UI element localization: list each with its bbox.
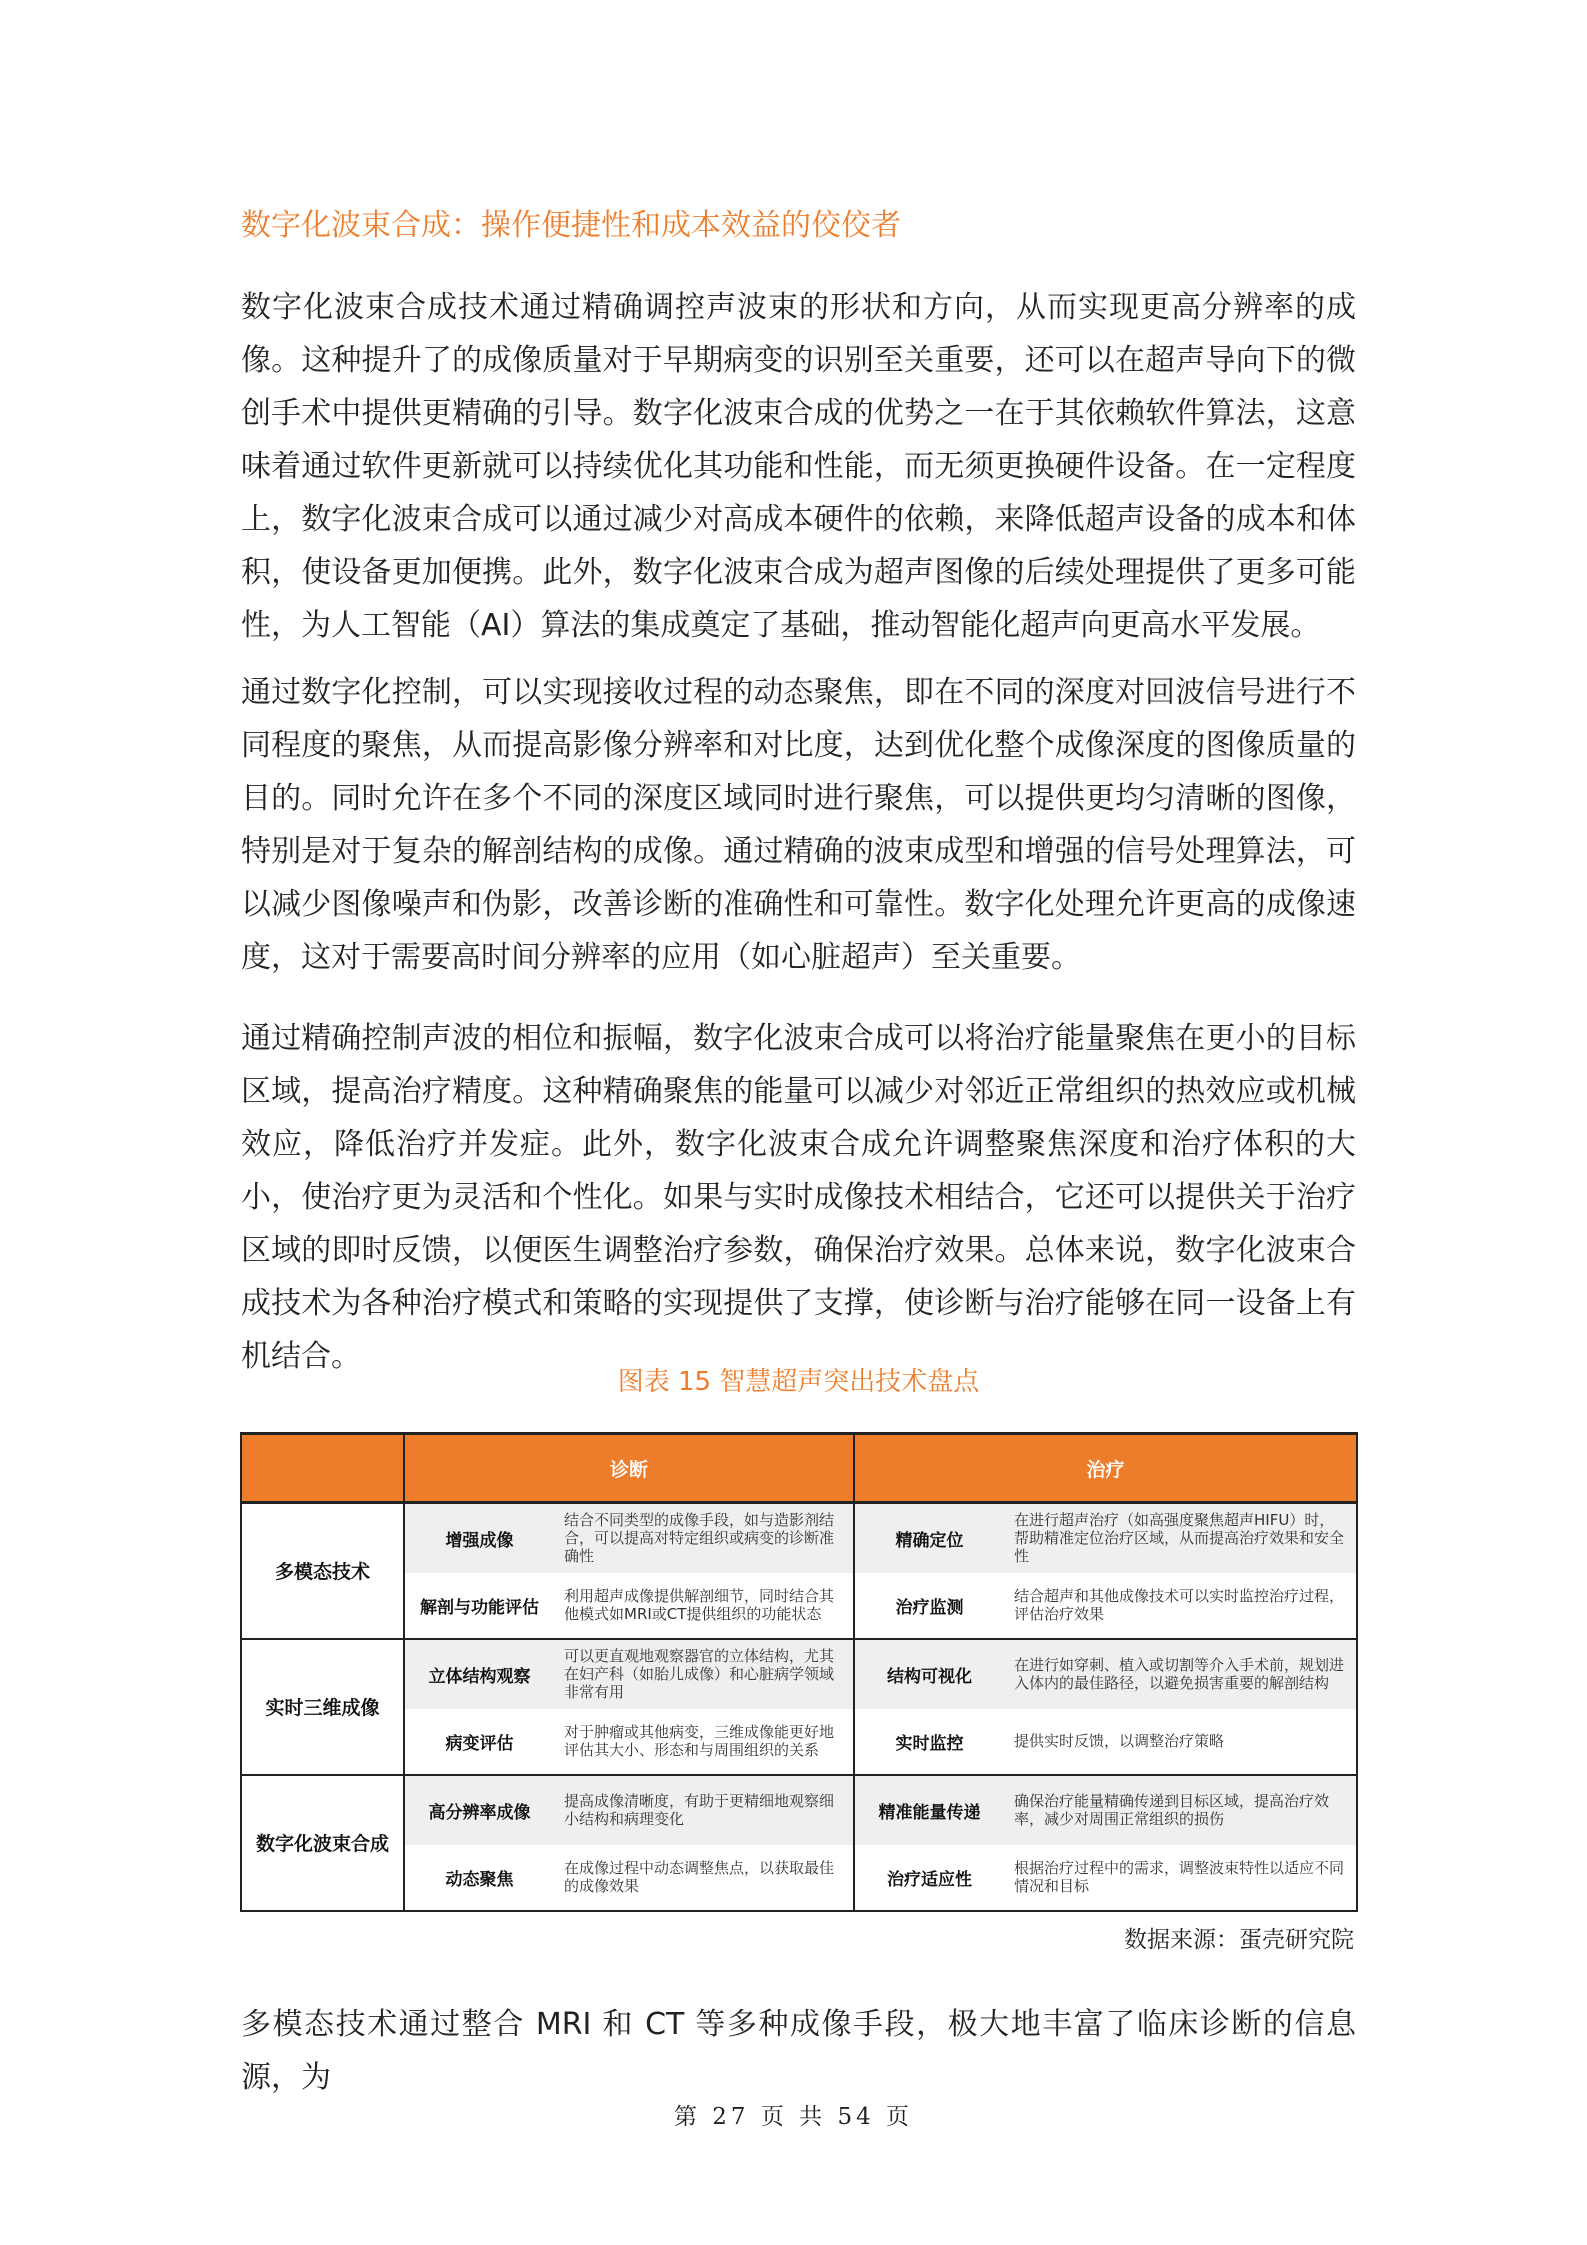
treatment-desc: 在进行超声治疗（如高强度聚焦超声HIFU）时，帮助精准定位治疗区域，从而提高治疗效果和安全性	[1004, 1503, 1357, 1573]
table-header-treatment: 治疗	[854, 1434, 1357, 1503]
table-row	[241, 1573, 1357, 1639]
diagnosis-desc: 提高成像清晰度，有助于更精细地观察细小结构和病理变化	[554, 1775, 854, 1845]
group-label: 实时三维成像	[241, 1639, 404, 1775]
group-label: 多模态技术	[241, 1503, 404, 1639]
page-footer: 第 27 页 共 54 页	[673, 2104, 914, 2130]
table-header-corner	[241, 1434, 404, 1503]
table-header-row	[241, 1434, 1357, 1503]
paragraph: 数字化波束合成技术通过精确调控声波束的形状和方向，从而实现更高分辨率的成像。这种提升了的成像质量对于早期病变的识别至关重要，还可以在超声导向下的微创手术中提供更精确的引导。数字化波束合成的优势之一在于其依赖软件算法，这意味着通过软件更新就可以持续优化其功能和性能，而无须更换硬件设备。在一定程度上，数字化波束合成可以通过减少对高成本硬件的依赖，来降低超声设备的成本和体积，使设备更加便携。此外，数字化波束合成为超声图像的后续处理提供了更多可能性，为人工智能（AI）算法的集成奠定了基础，推动智能化超声向更高水平发展。	[241, 290, 1356, 643]
diagnosis-term: 动态聚焦	[404, 1845, 554, 1911]
diagnosis-desc: 可以更直观地观察器官的立体结构，尤其在妇产科（如胎儿成像）和心脏病学领域非常有用	[554, 1639, 854, 1709]
treatment-desc: 根据治疗过程中的需求，调整波束特性以适应不同情况和目标	[1004, 1845, 1357, 1911]
treatment-desc: 确保治疗能量精确传递到目标区域，提高治疗效率，减少对周围正常组织的损伤	[1004, 1775, 1357, 1845]
figure-caption: 图表 15 智慧超声突出技术盘点	[617, 1367, 980, 1397]
diagnosis-desc: 利用超声成像提供解剖细节，同时结合其他模式如MRI或CT提供组织的功能状态	[554, 1573, 854, 1639]
diagnosis-term: 立体结构观察	[404, 1639, 554, 1709]
diagnosis-term: 病变评估	[404, 1709, 554, 1775]
technology-table	[240, 1432, 1358, 1912]
treatment-term: 精确定位	[854, 1503, 1004, 1573]
section-title: 数字化波束合成：操作便捷性和成本效益的佼佼者	[241, 208, 901, 243]
group-label: 数字化波束合成	[241, 1775, 404, 1911]
table-row	[241, 1503, 1357, 1573]
diagnosis-term: 高分辨率成像	[404, 1775, 554, 1845]
treatment-desc: 提供实时反馈，以调整治疗策略	[1004, 1709, 1357, 1775]
diagnosis-term: 增强成像	[404, 1503, 554, 1573]
treatment-desc: 在进行如穿刺、植入或切割等介入手术前，规划进入体内的最佳路径，以避免损害重要的解剖结构	[1004, 1639, 1357, 1709]
table-row	[241, 1775, 1357, 1845]
diagnosis-desc: 结合不同类型的成像手段，如与造影剂结合，可以提高对特定组织或病变的诊断准确性	[554, 1503, 854, 1573]
table-row	[241, 1639, 1357, 1709]
paragraph: 通过精确控制声波的相位和振幅，数字化波束合成可以将治疗能量聚焦在更小的目标区域，提高治疗精度。这种精确聚焦的能量可以减少对邻近正常组织的热效应或机械效应，降低治疗并发症。此外，数字化波束合成允许调整聚焦深度和治疗体积的大小，使治疗更为灵活和个性化。如果与实时成像技术相结合，它还可以提供关于治疗区域的即时反馈，以便医生调整治疗参数，确保治疗效果。总体来说，数字化波束合成技术为各种治疗模式和策略的实现提供了支撑，使诊断与治疗能够在同一设备上有机结合。	[241, 1021, 1356, 1374]
table-row	[241, 1845, 1357, 1911]
paragraph: 多模态技术通过整合 MRI 和 CT 等多种成像手段，极大地丰富了临床诊断的信息源，为	[241, 2007, 1356, 2095]
treatment-term: 治疗适应性	[854, 1845, 1004, 1911]
treatment-term: 实时监控	[854, 1709, 1004, 1775]
treatment-term: 结构可视化	[854, 1639, 1004, 1709]
diagnosis-term: 解剖与功能评估	[404, 1573, 554, 1639]
treatment-term: 精准能量传递	[854, 1775, 1004, 1845]
table-row	[241, 1709, 1357, 1775]
diagnosis-desc: 在成像过程中动态调整焦点，以获取最佳的成像效果	[554, 1845, 854, 1911]
source-note: 数据来源：蛋壳研究院	[1124, 1927, 1354, 1953]
treatment-desc: 结合超声和其他成像技术可以实时监控治疗过程，评估治疗效果	[1004, 1573, 1357, 1639]
treatment-term: 治疗监测	[854, 1573, 1004, 1639]
diagnosis-desc: 对于肿瘤或其他病变，三维成像能更好地评估其大小、形态和与周围组织的关系	[554, 1709, 854, 1775]
table-header-diagnosis: 诊断	[404, 1434, 854, 1503]
paragraph: 通过数字化控制，可以实现接收过程的动态聚焦，即在不同的深度对回波信号进行不同程度的聚焦，从而提高影像分辨率和对比度，达到优化整个成像深度的图像质量的目的。同时允许在多个不同的深度区域同时进行聚焦，可以提供更均匀清晰的图像，特别是对于复杂的解剖结构的成像。通过精确的波束成型和增强的信号处理算法，可以减少图像噪声和伪影，改善诊断的准确性和可靠性。数字化处理允许更高的成像速度，这对于需要高时间分辨率的应用（如心脏超声）至关重要。	[241, 675, 1356, 975]
